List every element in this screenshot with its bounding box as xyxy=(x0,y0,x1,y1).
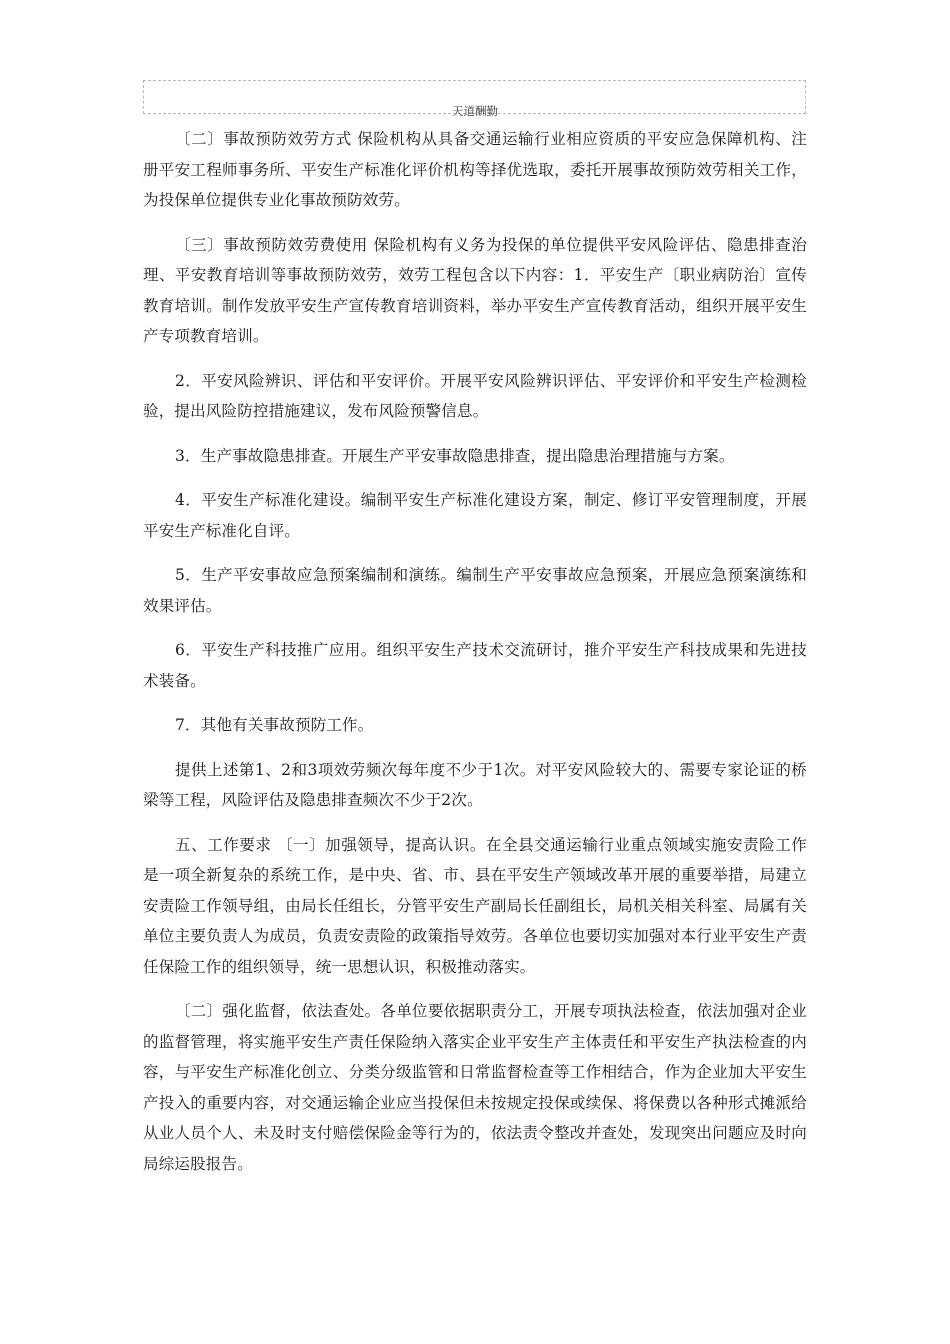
paragraph-prevention-fee-usage: 〔三〕事故预防效劳费使用 保险机构有义务为投保的单位提供平安风险评估、隐患排查治理、平安教育培训等事故预防效劳，效劳工程包含以下内容：1．平安生产〔职业病防治〕宣传教育培训。制作发放平安生产宣传教育培训资料，举办平安生产宣传教育活动，组织开展平安生产专项教育培训。 xyxy=(143,235,807,345)
paragraph-prevention-service-method: 〔二〕事故预防效劳方式 保险机构从具备交通运输行业相应资质的平安应急保障机构、注册平安工程师事务所、平安生产标准化评价机构等择优选取，委托开展事故预防效劳相关工作，为投保单位提供专业化事故预防效劳。 xyxy=(143,130,807,209)
paragraph-item-2: 2．平安风险辨识、评估和平安评价。开展平安风险辨识评估、平安评价和平安生产检测检验，提出风险防控措施建议，发布风险预警信息。 xyxy=(143,371,807,420)
header-title: 天道酬勤 xyxy=(452,104,498,118)
paragraph-item-6: 6．平安生产科技推广应用。组织平安生产技术交流研讨，推介平安生产科技成果和先进技术装备。 xyxy=(143,641,807,690)
paragraph-item-4: 4．平安生产标准化建设。编制平安生产标准化建设方案，制定、修订平安管理制度，开展平安生产标准化自评。 xyxy=(143,491,807,540)
paragraph-supervision: 〔二〕强化监督，依法查处。各单位要依据职责分工，开展专项执法检查，依法加强对企业的监督管理，将实施平安生产责任保险纳入落实企业平安生产主体责任和平安生产执法检查的内容，与平安生产标准化创立、分类分级监管和日常监督检查等工作相结合，作为企业加大平安生产投入的重要内容，对交通运输企业应当投保但未按规定投保或续保、将保费以各种形式摊派给从业人员个人、未及时支付赔偿保险金等行为的，依法责令整改并查处，发现突出问题应及时向局综运股报告。 xyxy=(143,1002,807,1173)
paragraph-item-3: 3．生产事故隐患排查。开展生产平安事故隐患排查，提出隐患治理措施与方案。 xyxy=(175,446,735,465)
paragraph-item-5: 5．生产平安事故应急预案编制和演练。编制生产平安事故应急预案，开展应急预案演练和效果评估。 xyxy=(143,566,807,615)
document-body xyxy=(143,124,807,1193)
paragraph-item-7: 7．其他有关事故预防工作。 xyxy=(175,716,374,734)
paragraph-work-requirements-leadership: 五、工作要求 〔一〕加强领导，提高认识。在全县交通运输行业重点领域实施安责险工作是一项全新复杂的系统工作，是中央、省、市、县在平安生产领域改革开展的重要举措，局建立安责险工作领导组，由局长任组长，分管平安生产副局长任副组长，局机关相关科室、局属有关单位主要负责人为成员，负责安责险的政策指导效劳。各单位也要切实加强对本行业平安生产责任保险工作的组织领导，统一思想认识，积极推动落实。 xyxy=(143,835,807,976)
paragraph-service-frequency: 提供上述第1、2和3项效劳频次每年度不少于1次。对平安风险较大的、需要专家论证的桥梁等工程，风险评估及隐患排查频次不少于2次。 xyxy=(143,760,807,809)
